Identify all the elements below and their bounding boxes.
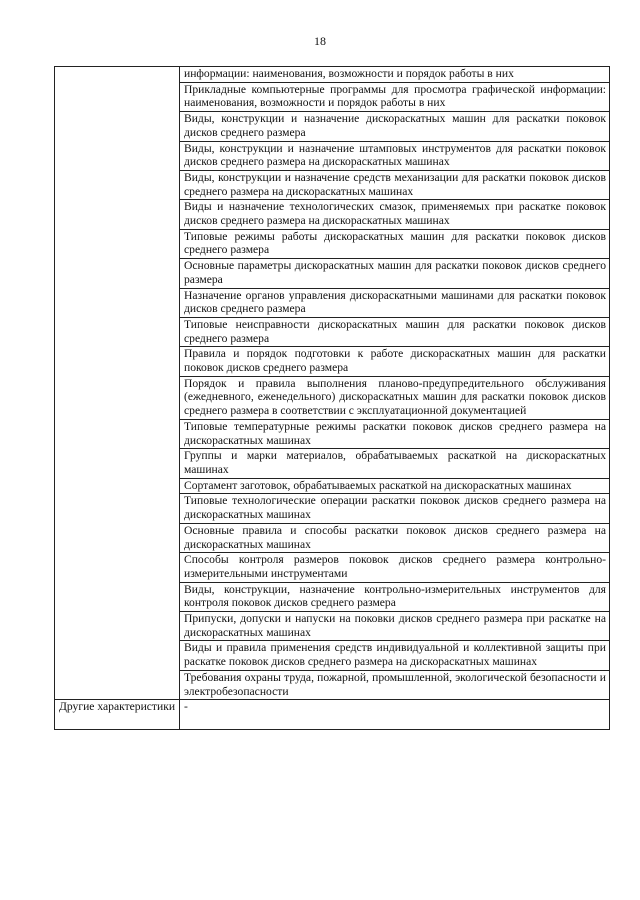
- section-label-empty-cell: [55, 67, 180, 700]
- table-cell: Виды, конструкции и назначение средств механизации для раскатки поковок дисков среднего размера на дискораскатных машинах: [180, 170, 610, 199]
- table-cell: Правила и порядок подготовки к работе дискораскатных машин для раскатки поковок дисков среднего размера: [180, 347, 610, 376]
- table-cell: Припуски, допуски и напуски на поковки дисков среднего размера при раскатке на дискораскатных машинах: [180, 612, 610, 641]
- table-cell: Виды и назначение технологических смазок, применяемых при раскатке поковок дисков среднего размера на дискораскатных машинах: [180, 200, 610, 229]
- page-number: 18: [314, 34, 326, 48]
- table-cell: Типовые технологические операции раскатки поковок дисков среднего размера на дискораскатных машинах: [180, 494, 610, 523]
- table-cell: Виды, конструкции, назначение контрольно-измерительных инструментов для контроля поковок дисков среднего размера: [180, 582, 610, 611]
- table-cell: Типовые температурные режимы раскатки поковок дисков среднего размера на дискораскатных машинах: [180, 419, 610, 448]
- table-cell: Сортамент заготовок, обрабатываемых раскаткой на дискораскатных машинах: [180, 478, 610, 494]
- table-cell: Назначение органов управления дискораскатными машинами для раскатки поковок дисков среднего размера: [180, 288, 610, 317]
- table-cell: информации: наименования, возможности и порядок работы в них: [180, 67, 610, 83]
- table-cell: Группы и марки материалов, обрабатываемых раскаткой на дискораскатных машинах: [180, 449, 610, 478]
- knowledge-table: [54, 66, 610, 730]
- knowledge-table-body: [55, 67, 610, 730]
- table-cell: Прикладные компьютерные программы для просмотра графической информации: наименования, возможности и порядок работы в них: [180, 82, 610, 111]
- table-cell: Основные параметры дискораскатных машин для раскатки поковок дисков среднего размера: [180, 259, 610, 288]
- table-row-other: [55, 700, 610, 730]
- table-cell: Порядок и правила выполнения планово-предупредительного обслуживания (ежедневного, еженедельного) дискораскатных машин для раскатки поковок дисков среднего размера в соответствии с эксплуатационной документацией: [180, 376, 610, 419]
- table-cell: Виды и правила применения средств индивидуальной и коллективной защиты при раскатке поковок дисков среднего размера на дискораскатных машинах: [180, 641, 610, 670]
- other-characteristics-value: -: [180, 700, 610, 730]
- table-cell: Виды, конструкции и назначение дискораскатных машин для раскатки поковок дисков среднего размера: [180, 112, 610, 141]
- table-cell: Основные правила и способы раскатки поковок дисков среднего размера на дискораскатных машинах: [180, 523, 610, 552]
- table-cell: Типовые режимы работы дискораскатных машин для раскатки поковок дисков среднего размера: [180, 229, 610, 258]
- other-characteristics-label: Другие характеристики: [55, 700, 180, 730]
- table-row: [55, 67, 610, 83]
- table-cell: Требования охраны труда, пожарной, промышленной, экологической безопасности и электробезопасности: [180, 670, 610, 699]
- table-cell: Виды, конструкции и назначение штамповых инструментов для раскатки поковок дисков среднего размера на дискораскатных машинах: [180, 141, 610, 170]
- table-cell: Способы контроля размеров поковок дисков среднего размера контрольно-измерительными инструментами: [180, 553, 610, 582]
- table-cell: Типовые неисправности дискораскатных машин для раскатки поковок дисков среднего размера: [180, 317, 610, 346]
